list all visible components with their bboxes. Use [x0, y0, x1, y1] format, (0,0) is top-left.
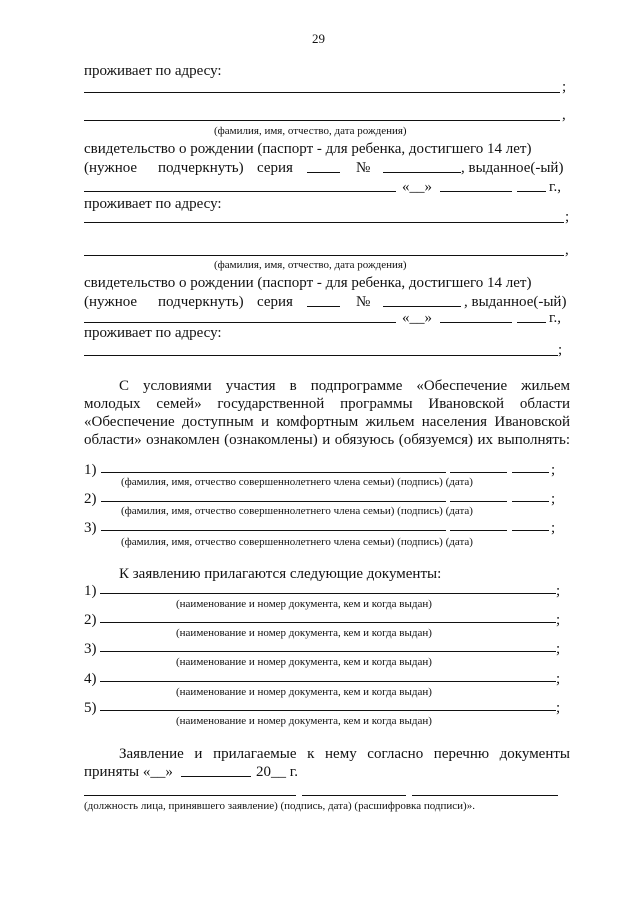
member-date-field[interactable]	[512, 472, 549, 473]
semicolon: ;	[556, 612, 561, 628]
doc-caption: (наименование и номер документа, кем и когда выдан)	[176, 598, 432, 610]
accepted-line-1: Заявление и прилагаемые к нему согласно перечню документы	[119, 746, 570, 762]
date-month-field[interactable]	[440, 191, 512, 192]
issued-label: , выданное(-ый)	[464, 294, 567, 310]
doc-field[interactable]	[100, 651, 556, 652]
member-date-field[interactable]	[512, 530, 549, 531]
semicolon: ;	[558, 342, 563, 358]
comma: ,	[562, 107, 566, 123]
doc-caption: (наименование и номер документа, кем и когда выдан)	[176, 715, 432, 727]
series-label: серия	[257, 294, 293, 310]
number-sign: №	[356, 294, 371, 310]
attached-heading: К заявлению прилагаются следующие документы:	[119, 566, 442, 582]
doc-num: 3)	[84, 641, 97, 657]
member-caption: (фамилия, имя, отчество совершеннолетнего члена семьи) (подпись) (дата)	[121, 505, 473, 517]
fio-line[interactable]	[84, 255, 564, 256]
doc-field[interactable]	[100, 593, 556, 594]
official-signature-field[interactable]	[302, 795, 406, 796]
series-field[interactable]	[307, 172, 340, 173]
doc-field[interactable]	[100, 681, 556, 682]
member-caption: (фамилия, имя, отчество совершеннолетнего члена семьи) (подпись) (дата)	[121, 536, 473, 548]
member-num: 3)	[84, 520, 97, 536]
accepted-year: 20__ г.	[256, 764, 298, 780]
member-signature-field[interactable]	[450, 472, 507, 473]
birth-cert-line: свидетельство о рождении (паспорт - для ребенка, достигшего 14 лет)	[84, 275, 532, 291]
doc-field[interactable]	[100, 622, 556, 623]
series-label: серия	[257, 160, 293, 176]
date-year-field[interactable]	[517, 191, 546, 192]
doc-num: 5)	[84, 700, 97, 716]
fio-dob-caption: (фамилия, имя, отчество, дата рождения)	[214, 125, 407, 137]
issued-label: , выданное(-ый)	[461, 160, 564, 176]
issued-by-field[interactable]	[84, 322, 396, 323]
residence-label: проживает по адресу:	[84, 325, 222, 341]
conditions-line-2: молодых семей» государственной программы Ивановской области	[84, 396, 570, 412]
doc-num: 1)	[84, 583, 97, 599]
conditions-line-4: области» ознакомлен (ознакомлены) и обязуюсь (обязуемся) их выполнять:	[84, 432, 570, 448]
doc-caption: (наименование и номер документа, кем и когда выдан)	[176, 686, 432, 698]
final-caption: (должность лица, принявшего заявление) (подпись, дата) (расшифровка подписи)».	[84, 800, 475, 812]
birth-cert-line: свидетельство о рождении (паспорт - для ребенка, достигшего 14 лет)	[84, 141, 532, 157]
fio-dob-caption: (фамилия, имя, отчество, дата рождения)	[214, 259, 407, 271]
page-number: 29	[312, 31, 325, 46]
address-line[interactable]	[84, 355, 558, 356]
accepted-date-prefix: приняты «__»	[84, 764, 173, 780]
member-num: 1)	[84, 462, 97, 478]
semicolon: ;	[551, 491, 556, 507]
semicolon: ;	[551, 520, 556, 536]
semicolon: ;	[556, 671, 561, 687]
underline-word: подчеркнуть)	[158, 294, 244, 310]
residence-label: проживает по адресу:	[84, 196, 222, 212]
doc-caption: (наименование и номер документа, кем и когда выдан)	[176, 656, 432, 668]
comma: ,	[565, 242, 569, 258]
date-quote: «__»	[402, 310, 432, 326]
conditions-line-3: «Обеспечение доступным и комфортным жильем населения Ивановской	[84, 414, 570, 430]
address-line[interactable]	[84, 222, 564, 223]
year-suffix: г.,	[549, 179, 561, 195]
address-line[interactable]	[84, 92, 560, 93]
member-caption: (фамилия, имя, отчество совершеннолетнего члена семьи) (подпись) (дата)	[121, 476, 473, 488]
date-month-field[interactable]	[440, 322, 512, 323]
member-date-field[interactable]	[512, 501, 549, 502]
semicolon: ;	[562, 79, 567, 95]
member-name-field[interactable]	[101, 501, 446, 502]
date-quote: «__»	[402, 179, 432, 195]
member-name-field[interactable]	[101, 472, 446, 473]
residence-label: проживает по адресу:	[84, 63, 222, 79]
fio-line[interactable]	[84, 120, 560, 121]
issued-by-field[interactable]	[84, 191, 396, 192]
number-sign: №	[356, 160, 371, 176]
number-field[interactable]	[383, 172, 461, 173]
underline-word: подчеркнуть)	[158, 160, 244, 176]
semicolon: ;	[556, 583, 561, 599]
member-name-field[interactable]	[101, 530, 446, 531]
number-field[interactable]	[383, 306, 461, 307]
semicolon: ;	[565, 209, 570, 225]
semicolon: ;	[556, 641, 561, 657]
accepted-date-field[interactable]	[181, 776, 251, 777]
doc-field[interactable]	[100, 710, 556, 711]
doc-caption: (наименование и номер документа, кем и когда выдан)	[176, 627, 432, 639]
doc-num: 4)	[84, 671, 97, 687]
signature-transcript-field[interactable]	[412, 795, 558, 796]
year-suffix: г.,	[549, 310, 561, 326]
underline-needed: (нужное	[84, 160, 138, 176]
member-signature-field[interactable]	[450, 530, 507, 531]
member-signature-field[interactable]	[450, 501, 507, 502]
member-num: 2)	[84, 491, 97, 507]
underline-needed: (нужное	[84, 294, 138, 310]
series-field[interactable]	[307, 306, 340, 307]
doc-num: 2)	[84, 612, 97, 628]
semicolon: ;	[551, 462, 556, 478]
date-year-field[interactable]	[517, 322, 546, 323]
semicolon: ;	[556, 700, 561, 716]
conditions-line-1: С условиями участия в подпрограмме «Обеспечение жильем	[119, 378, 570, 394]
official-position-field[interactable]	[84, 795, 296, 796]
